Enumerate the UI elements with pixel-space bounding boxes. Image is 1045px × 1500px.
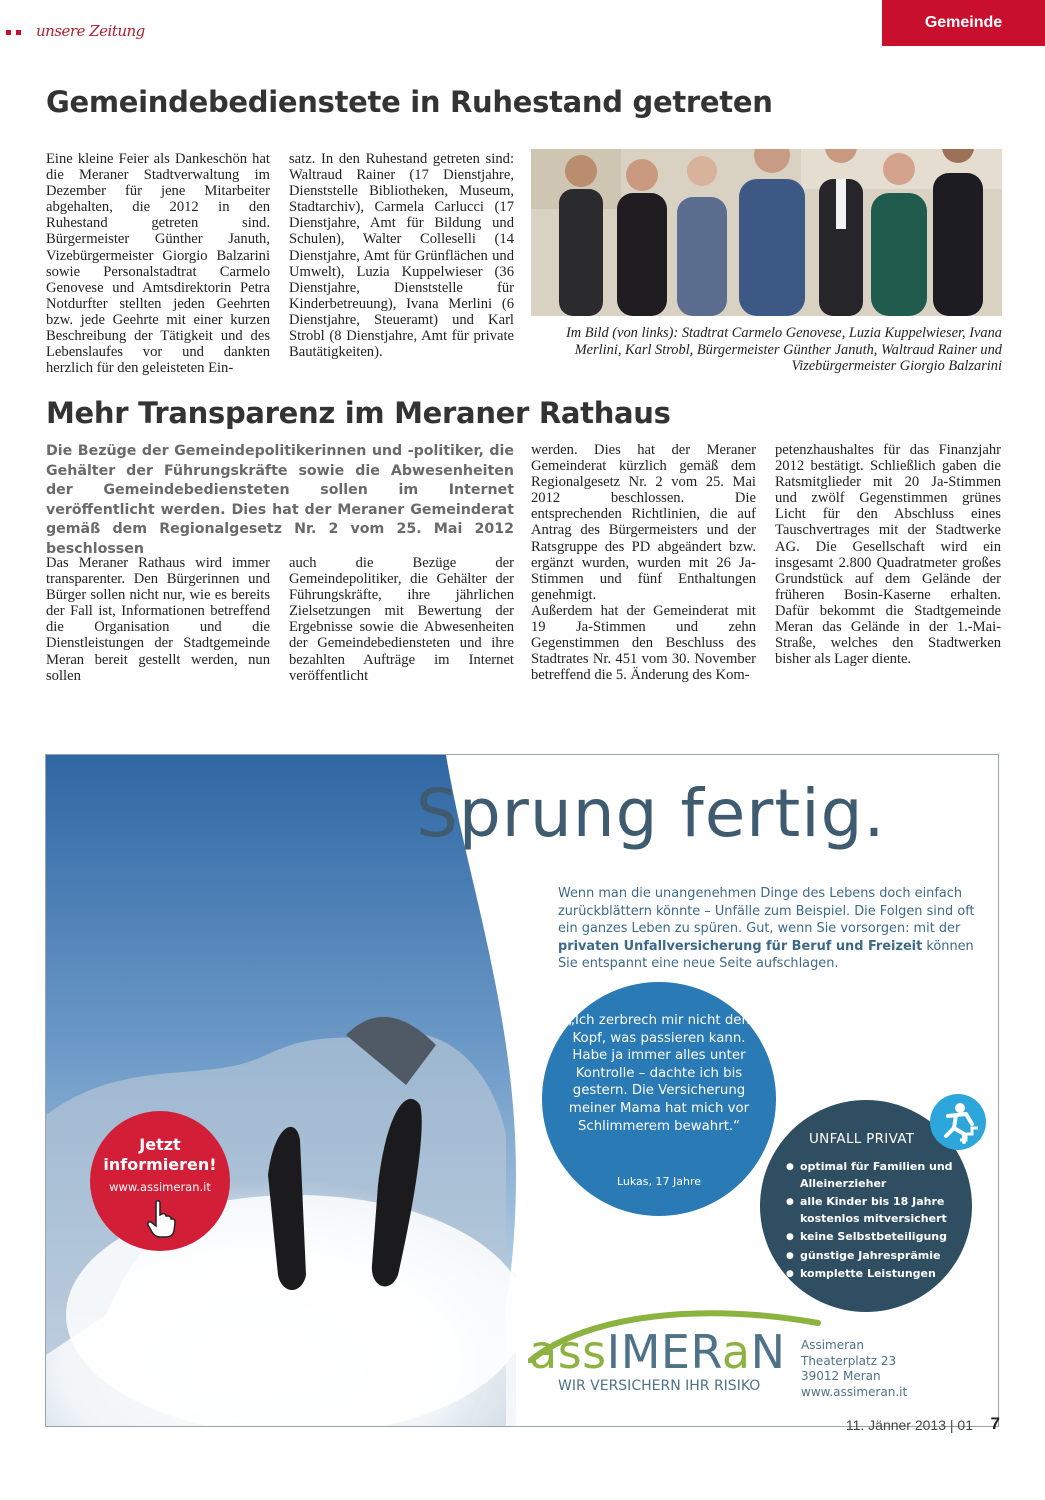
ad-body-1: Wenn man die unangenehmen Dinge des Lebens doch einfach zurückblättern könnte – Unfälle zum Beispiel. Die Folgen sind oft ein ganzes Leben zu spüren. Gut, wenn Sie vorsorgen: mit der: [558, 886, 975, 937]
publication-logo: unsere Zeitung: [36, 22, 145, 40]
assimeran-logo: [529, 1325, 786, 1379]
logo-part-a: ass: [529, 1325, 607, 1379]
article2-column-3-part2: Außerdem hat der Gemeinderat mit 19 Ja-Stimmen und zehn Gegenstimmen den Beschluss des Stadtrates Nr. 451 vom 30. November betreffend die 5. Änderung des Kom-: [531, 602, 756, 684]
quote-author: Lukas, 17 Jahre: [616, 1175, 702, 1188]
company-address: [801, 1338, 907, 1401]
address-line: 39012 Meran: [801, 1369, 881, 1384]
unfall-benefits-list: [786, 1159, 966, 1285]
article1-column-2: satz. In den Ruhestand getreten sind: Waltraud Rainer (17 Dienstjahre, Dienststelle Bibliotheken, Museum, Stadtarchiv), Carmela Carlucci (17 Dienstjahre, Amt für Bildung und Schulen), Walter Colleselli (14 Dienstjahre, Amt für Grünflächen und Umwelt), Luzia Kuppelwieser (36 Dienstjahre, Dienststelle für Kinderbetreuung), Ivana Merlini (6 Dienstjahre, Steueramt) und Karl Strobl (8 Dienstjahre, Amt für private Bautätigkeiten).: [289, 151, 514, 361]
pointing-hand-icon: [146, 1199, 176, 1239]
address-line: Theaterplatz 23: [801, 1353, 897, 1368]
cta-bubble[interactable]: [90, 1111, 230, 1251]
falling-person-glyph: [930, 1094, 986, 1150]
group-photo: [531, 149, 1002, 316]
unfall-benefit: ● alle Kinder bis 18 Jahre kostenlos mitversichert: [786, 1194, 966, 1227]
falling-person-icon: [930, 1094, 986, 1150]
ad-body-2: können Sie entspannt eine neue Seite aufschlagen.: [558, 938, 974, 972]
unfall-benefit: ● optimal für Familien und Alleinerzieher: [786, 1159, 966, 1192]
logo-part-d: N: [750, 1325, 786, 1379]
article1-column-1: Eine kleine Feier als Dankeschön hat die Meraner Stadtverwaltung im Dezember für jene Mitarbeiter abgehalten, die 2012 in den Ruhestand getreten sind. Bürgermeister Günther Januth, Vizebürgermeister Giorgio Balzarini sowie Personalstadtrat Carmelo Genovese und Amtsdirektorin Petra Notdurfter stellten jeden Geehrten bzw. jede Geehrte mit einer kurzen Beschreibung der Tätigkeit und des Lebenslaufes vor und dankten herzlich für den geleisteten Ein-: [46, 151, 270, 377]
article1-headline: Gemeindebedienstete in Ruhestand getreten: [46, 85, 773, 119]
logo-part-b: IMER: [606, 1325, 722, 1379]
article2-headline: Mehr Transparenz im Meraner Rathaus: [46, 396, 671, 430]
article2-lead: Die Bezüge der Gemeindepolitikerinnen und -politiker, die Gehälter der Führungskräfte sowie die Abwesenheiten der Gemeindebediensteten sollen im Internet veröffentlicht werden. Dies hat der Meraner Gemeinderat gemäß dem Regionalgesetz Nr. 2 vom 25. Mai 2012 beschlossen: [46, 443, 514, 557]
photo-caption: Im Bild (von links): Stadtrat Carmelo Genovese, Luzia Kuppelwieser, Ivana Merlini, Karl Strobl, Bürgermeister Günther Januth, Waltraud Rainer und Vizebürgermeister Giorgio Balzarini: [565, 325, 1002, 374]
page-number: 7: [990, 1414, 1000, 1433]
quote-text: „Ich zerbrech mir nicht den Kopf, was passieren kann. Habe ja immer alles unter Kontrolle – dachte ich bis gestern. Die Versicherung meiner Mama hat mich vor Schlimmerem bewahrt.“: [568, 1013, 750, 1134]
article2-column-3: [531, 442, 756, 683]
article2-column-2: auch die Bezüge der Gemeindepolitiker, die Gehälter der Führungskräfte, ihre jährlichen Zielsetzungen mit Bewertung der Ergebnisse sowie die Abwesenheiten der Gemeindebediensteten und ihre bezahlten Aufträge im Internet veröffentlicht: [289, 555, 514, 684]
article2-column-4: petenzhaushaltes für das Finanzjahr 2012 bestätigt. Schließlich gaben die Ratsmitglieder mit 20 Ja-Stimmen und zwölf Gegenstimmen grünes Licht für den Abschluss eines Tauschvertrages mit der Stadtwerke AG. Die Gesellschaft wird ein insgesamt 2.800 Quadratmeter großes Grundstück auf dem Gelände der früheren Bosin-Kaserne erhalten. Dafür bekommt die Stadtgemeinde Meran das Gelände in der 1.-Mai-Straße, welches den Stadtwerken bisher als Lager diente.: [775, 442, 1001, 668]
address-website[interactable]: www.assimeran.it: [801, 1385, 908, 1400]
ad-body-highlight: privaten Unfallversicherung für Beruf und Freizeit: [558, 938, 923, 954]
logo-part-c: a: [721, 1325, 751, 1379]
logo-tagline: WIR VERSICHERN IHR RISIKO: [558, 1378, 761, 1394]
ad-body-text: [558, 885, 988, 973]
unfall-benefit: ● keine Selbstbeteiligung: [786, 1229, 966, 1246]
unfall-title: UNFALL PRIVAT: [809, 1131, 915, 1147]
header-marks: [6, 30, 21, 35]
insurance-advertisement: [45, 754, 999, 1427]
article2-column-1: Das Meraner Rathaus wird immer transparenter. Den Bürgerinnen und Bürger sollen nicht nur, wie es bereits der Fall ist, Informationen betreffend die Organisation und die Dienstleistungen der Stadtgemeinde Meran bereit gestellt werden, nun sollen: [46, 555, 270, 684]
ski-jump-illustration: [46, 755, 999, 1427]
cta-url[interactable]: www.assimeran.it: [109, 1180, 211, 1194]
address-line: Assimeran: [801, 1338, 865, 1352]
section-tab[interactable]: Gemeinde: [882, 0, 1045, 46]
unfall-benefit: ● günstige Jahresprämie: [786, 1248, 966, 1265]
article2-column-3-part1: werden. Dies hat der Meraner Gemeinderat kürzlich gemäß dem Regionalgesetz Nr. 2 vom 25. Mai 2012 beschlossen. Die entsprechenden Richtlinien, die auf Antrag des Bürgermeisters und der Ratsgruppe des PD abgeändert bzw. ergänzt wurden, wurden mit 26 Ja-Stimmen und fünf Enthaltungen genehmigt.: [531, 442, 756, 603]
unfall-benefit: ● komplette Leistungen: [786, 1266, 966, 1283]
ad-headline: Sprung fertig.: [416, 775, 886, 852]
cta-title[interactable]: Jetzt informieren!: [103, 1135, 217, 1174]
group-photo-illustration: [531, 149, 1002, 316]
issue-date: 11. Jänner 2013 | 01: [845, 1417, 973, 1433]
quote-bubble: [542, 982, 776, 1216]
